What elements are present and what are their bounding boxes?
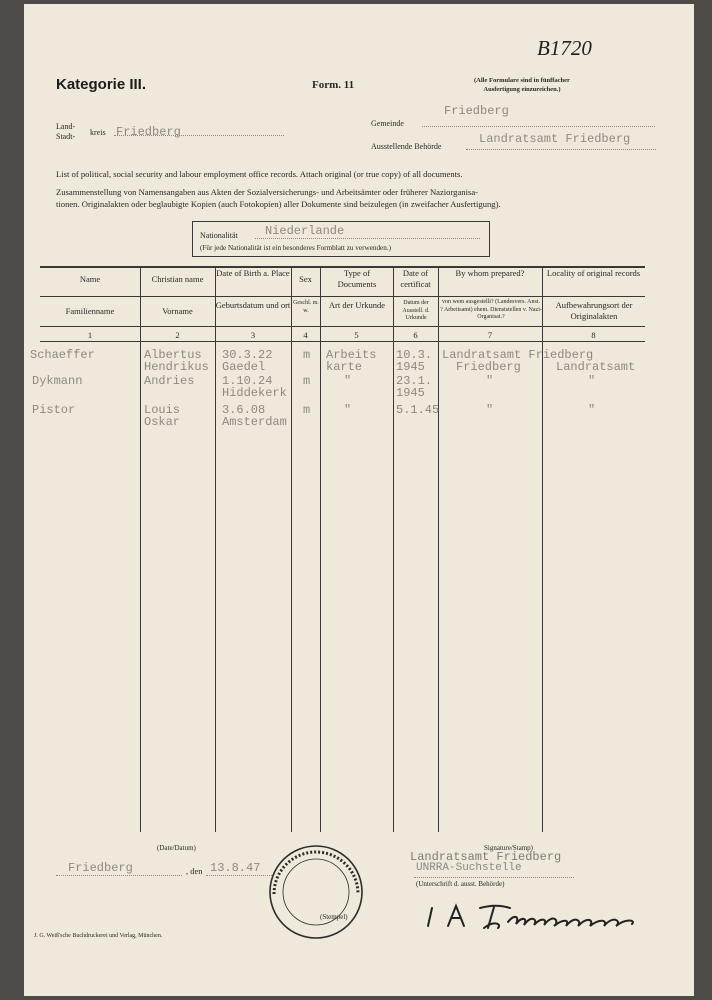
- nationality-label: Nationalität: [200, 231, 238, 240]
- handwritten-signature: [424, 898, 674, 934]
- printer-credit: J. G. Weiß'sche Buchdruckerei und Verlag, München.: [34, 933, 163, 939]
- col-number: 4: [303, 330, 308, 340]
- cell-document-type: karte: [326, 360, 363, 374]
- kreis-label: kreis: [90, 128, 106, 137]
- col-header-christian-name: Christian name: [151, 274, 204, 284]
- cell-document-type: ": [344, 403, 352, 417]
- official-stamp: [266, 842, 366, 942]
- column-divider: [320, 266, 321, 832]
- stamp-ring-lettering: [274, 852, 358, 894]
- col-header-date-cert-de: Datum der Ausstell. d. Urkunde: [402, 300, 430, 321]
- cell-given-name: Hendrikus: [144, 360, 209, 374]
- date-value: 13.8.47: [210, 861, 261, 875]
- col-header-sex-de: Geschl. m. w.: [293, 300, 319, 314]
- gemeinde-line: [422, 126, 655, 127]
- col-header-christian-name-de: Vorname: [162, 306, 193, 316]
- cell-cert-date: 5.1.45: [396, 403, 440, 417]
- cell-sex: m: [303, 374, 311, 388]
- cell-prepared-by: Landratsamt Friedberg: [442, 348, 594, 362]
- authority-stamp-line-1: Landratsamt Friedberg: [410, 850, 562, 864]
- cell-prepared-by: ": [486, 374, 494, 388]
- behoerde-label: Ausstellende Behörde: [371, 142, 442, 151]
- col-number: 6: [413, 330, 418, 340]
- cell-birth-date: 1.10.24: [222, 374, 273, 388]
- stamp-caption: (Stempel): [320, 913, 348, 921]
- cell-birth-date: 3.6.08: [222, 403, 266, 417]
- nationality-value: Niederlande: [265, 224, 345, 238]
- col-header-name-de: Familienname: [65, 306, 115, 316]
- stadt-label: Stadt-: [56, 132, 76, 141]
- cell-sex: m: [303, 348, 311, 362]
- signature-line: [414, 877, 574, 878]
- place-value: Friedberg: [68, 861, 133, 875]
- place-line: [56, 875, 182, 876]
- col-header-birth-de: Geburtsdatum und ort: [215, 300, 291, 310]
- behoerde-line: [466, 149, 656, 150]
- copies-note: [474, 76, 570, 94]
- col-header-birth: Date of Birth a. Place: [216, 268, 290, 278]
- nationality-line: [255, 238, 480, 239]
- table-number-top-rule: [40, 326, 645, 327]
- cell-surname: Schaeffer: [30, 348, 95, 362]
- cell-document-type: Arbeits: [326, 348, 377, 362]
- instructions-de-2: tionen. Originalakten oder beglaubigte Kopien (auch Fotokopien) aller Dokumente sind beizulegen (in zweifacher Ausfertigung).: [56, 199, 501, 209]
- col-number: 2: [175, 330, 180, 340]
- column-divider: [393, 266, 394, 832]
- col-header-sex: Sex: [299, 274, 312, 284]
- col-header-documents: Type of Documents: [337, 268, 377, 289]
- col-number: 1: [87, 330, 93, 340]
- cell-given-name: Albertus: [144, 348, 202, 362]
- col-header-name: Name: [79, 274, 101, 284]
- cell-locality: ": [588, 403, 596, 417]
- cell-cert-date: 1945: [396, 386, 425, 400]
- date-caption: (Date/Datum): [157, 844, 196, 852]
- signature-stamp-caption: Signature/Stamp): [484, 844, 533, 852]
- gemeinde-value: Friedberg: [444, 104, 509, 118]
- form-sheet: [24, 4, 694, 996]
- cell-cert-date: 23.1.: [396, 374, 433, 388]
- signature-stroke: [448, 906, 464, 926]
- cell-given-name: Louis: [144, 403, 181, 417]
- col-header-by-whom-de: von wem ausgestellt? (Landesvers. Anst. ? Arbeitsamt) ehem. Dienststellen v. Nazi-Organisat.?: [440, 299, 542, 320]
- land-label: Land-: [56, 122, 76, 131]
- authority-stamp-line-2: UNRRA-Suchstelle: [416, 862, 522, 874]
- nationality-note: (Für jede Nationalität ist ein besonderes Formblatt zu verwenden.): [200, 244, 392, 252]
- col-header-locality: Locality of original records: [546, 268, 641, 278]
- cell-sex: m: [303, 403, 311, 417]
- instructions-en: List of political, social security and labour employment office records. Attach original (or true copy) of all documents.: [56, 169, 463, 179]
- cell-surname: Pistor: [32, 403, 76, 417]
- copies-note-line-1: (Alle Formulare sind in fünffacher: [474, 77, 570, 84]
- col-number: 5: [354, 330, 359, 340]
- table-header-divider: [40, 296, 645, 297]
- signature-caption: (Unterschrift d. ausst. Behörde): [416, 880, 505, 888]
- cell-cert-date: 10.3.: [396, 348, 433, 362]
- col-header-by-whom: By whom prepared?: [455, 268, 525, 278]
- copies-note-line-2: Ausfertigung einzureichen.): [483, 86, 561, 93]
- cell-surname: Dykmann: [32, 374, 83, 388]
- stamp-ring-outer: [270, 846, 362, 938]
- cell-document-type: ": [344, 374, 352, 388]
- col-number: 8: [591, 330, 596, 340]
- cell-given-name: Andries: [144, 374, 195, 388]
- nationality-box: [192, 221, 490, 257]
- form-number: Form. 11: [312, 79, 355, 91]
- cell-prepared-by: ": [486, 403, 494, 417]
- cell-locality: Landratsamt: [556, 360, 636, 374]
- cell-birth-place: Amsterdam: [222, 415, 287, 429]
- gemeinde-label: Gemeinde: [371, 119, 404, 128]
- column-divider: [140, 266, 141, 832]
- cell-birth-date: 30.3.22: [222, 348, 273, 362]
- cell-birth-place: Gaedel: [222, 360, 266, 374]
- table-number-bottom-rule: [40, 341, 645, 342]
- den-label: , den: [186, 866, 203, 876]
- column-divider: [291, 266, 292, 832]
- date-line: [206, 875, 272, 876]
- signature-stroke: [428, 908, 432, 926]
- col-header-date-cert: Date of certificat: [400, 268, 431, 289]
- cell-cert-date: 1945: [396, 360, 425, 374]
- cell-birth-place: Hiddekerk: [222, 386, 287, 400]
- col-number: 3: [250, 330, 256, 340]
- column-divider: [438, 266, 439, 832]
- col-header-locality-de: Aufbewahrungsort der Originalakten: [555, 300, 633, 321]
- cell-prepared-by: Friedberg: [456, 360, 521, 374]
- cell-locality: ": [588, 374, 596, 388]
- instructions-de-1: Zusammenstellung von Namensangaben aus Akten der Sozialversicherungs- und Arbeitsämter oder früherer Naziorganisa-: [56, 187, 478, 197]
- cell-given-name: Oskar: [144, 415, 181, 429]
- col-header-documents-de: Art der Urkunde: [328, 300, 386, 310]
- signature-stroke: [508, 917, 633, 926]
- signature-stroke: [480, 906, 510, 928]
- archive-number: B1720: [537, 36, 592, 60]
- category-title: Kategorie III.: [56, 76, 147, 93]
- column-divider: [215, 266, 216, 832]
- kreis-value: Friedberg: [116, 125, 181, 139]
- col-number: 7: [487, 330, 493, 340]
- behoerde-value: Landratsamt Friedberg: [479, 132, 631, 146]
